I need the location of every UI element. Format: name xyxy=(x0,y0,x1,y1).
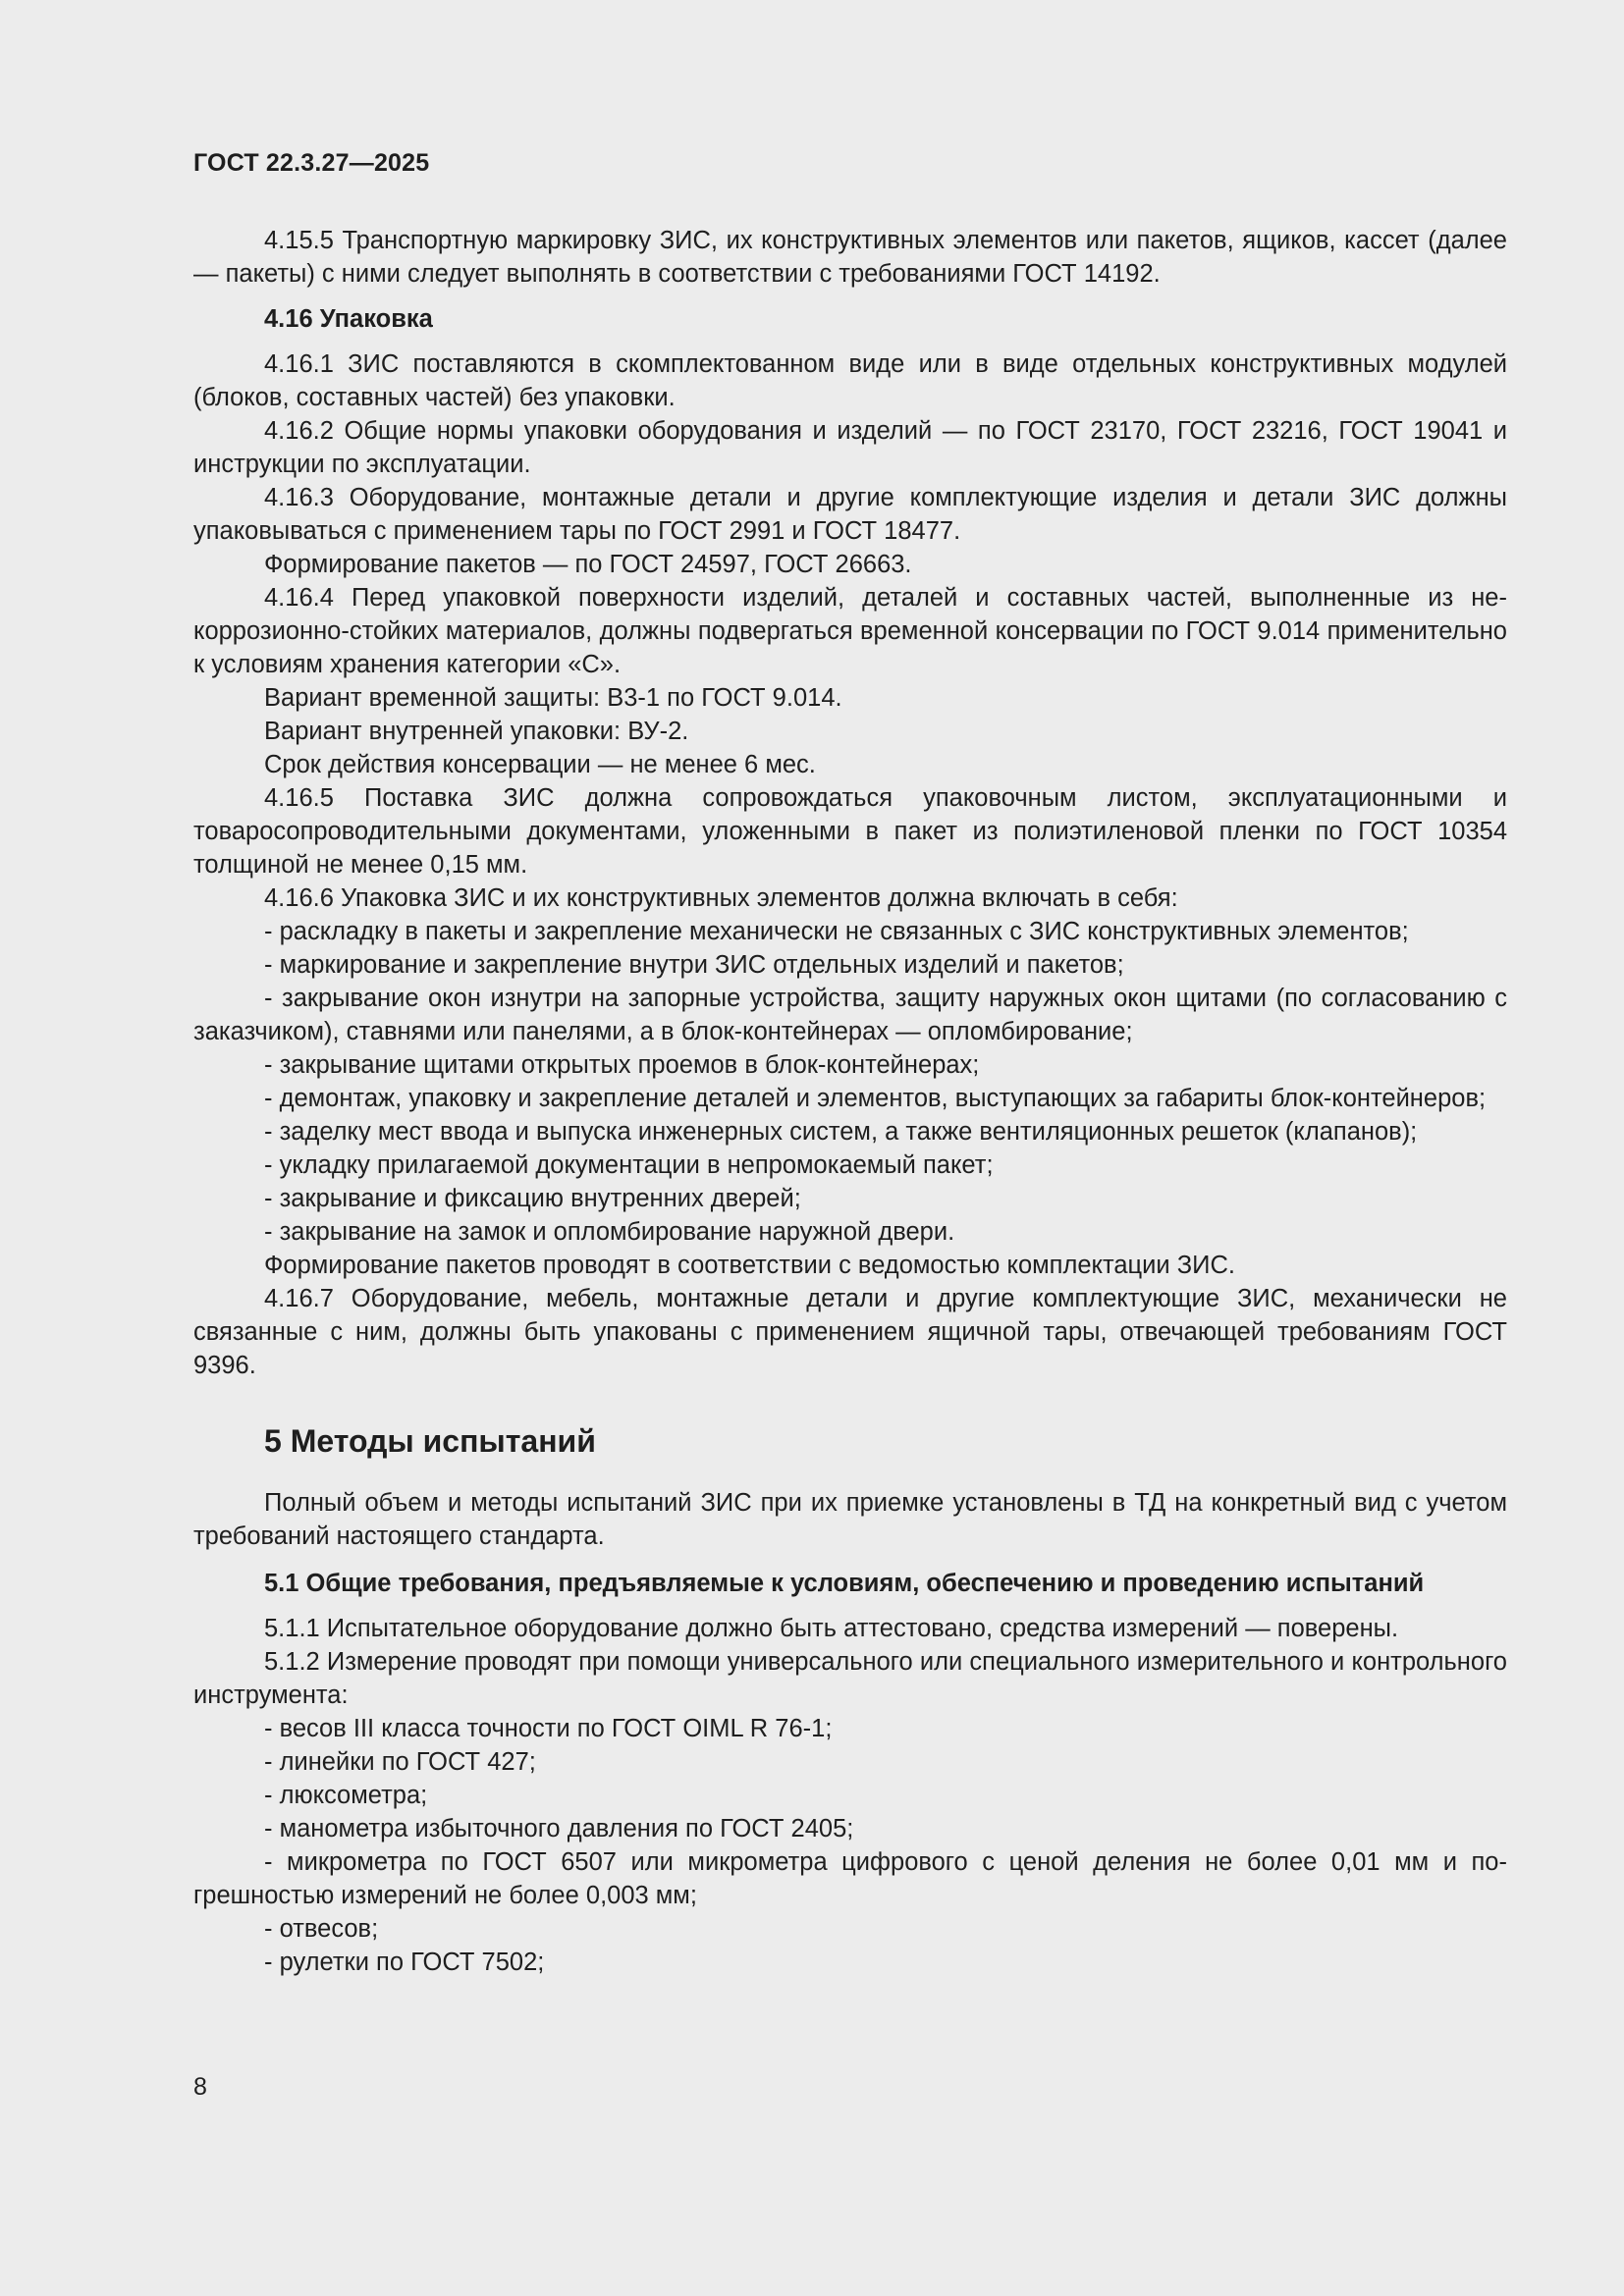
paragraph: 4.15.5 Транспортную маркировку ЗИС, их конструктивных элементов или пакетов, ящиков, кассет (далее — пакеты) с ними следует выполнять в соответствии с требованиями ГОСТ 14192. xyxy=(193,227,1507,288)
section-heading-5: 5 Методы испытаний xyxy=(264,1423,596,1459)
paragraph: Формирование пакетов — по ГОСТ 24597, ГОСТ 26663. xyxy=(264,551,912,578)
paragraph: 5.1.1 Испытательное оборудование должно быть аттестовано, средства измерений — поверены. xyxy=(264,1615,1399,1642)
paragraph: Вариант внутренней упаковки: ВУ-2. xyxy=(264,718,689,745)
section-intro: Полный объем и методы испытаний ЗИС при их приемке установлены в ТД на конкретный вид с учетом требований настоящего стандарта. xyxy=(193,1489,1507,1550)
list-item: - закрывание окон изнутри на запорные устройства, защиту наружных окон щитами (по согласованию с заказчиком), ставнями или панелями, а в блок-контейнерах — опломбирование; xyxy=(193,985,1507,1045)
paragraph: 4.16.2 Общие нормы упаковки оборудования и изделий — по ГОСТ 23170, ГОСТ 23216, ГОСТ 19041 и инструкции по эксплуатации. xyxy=(193,417,1507,478)
document-header: ГОСТ 22.3.27—2025 xyxy=(193,149,430,177)
list-item: - закрывание щитами открытых проемов в блок-контейнерах; xyxy=(264,1051,980,1079)
paragraph: 4.16.3 Оборудование, монтажные детали и другие комплектующие изделия и детали ЗИС должны упаковываться с применением тары по ГОСТ 2991 и ГОСТ 18477. xyxy=(193,484,1507,545)
list-item: - демонтаж, упаковку и закрепление деталей и элементов, выступающих за габариты блок-контейнеров; xyxy=(264,1085,1487,1112)
paragraph: 4.16.1 ЗИС поставляются в скомплектованном виде или в виде отдельных конструктивных модулей (блоков, составных частей) без упаковки. xyxy=(193,350,1507,411)
page-number: 8 xyxy=(193,2073,207,2101)
paragraph: 4.16.6 Упаковка ЗИС и их конструктивных элементов должна включать в себя: xyxy=(264,884,1178,912)
list-item: - закрывание на замок и опломбирование наружной двери. xyxy=(264,1218,955,1246)
list-item: - рулетки по ГОСТ 7502; xyxy=(264,1949,545,1976)
paragraph: Срок действия консервации — не менее 6 мес. xyxy=(264,751,816,778)
list-item: - люксометра; xyxy=(264,1782,428,1809)
list-item: - линейки по ГОСТ 427; xyxy=(264,1748,536,1776)
list-item: - закрывание и фиксацию внутренних дверей; xyxy=(264,1185,801,1212)
paragraph: Вариант временной защиты: В3-1 по ГОСТ 9.014. xyxy=(264,684,842,712)
paragraph: 4.16.7 Оборудование, мебель, монтажные детали и другие комплектующие ЗИС, механически не связанные с ним, должны быть упакованы с применением ящичной тары, отвечающей требованиям ГОСТ 9396. xyxy=(193,1285,1507,1379)
section-heading-5-1: 5.1 Общие требования, предъявляемые к условиям, обеспечению и проведению испытаний xyxy=(264,1570,1425,1597)
list-item: - манометра избыточного давления по ГОСТ 2405; xyxy=(264,1815,854,1842)
paragraph: 5.1.2 Измерение проводят при помощи универсального или специального измерительного и контрольного инструмента: xyxy=(193,1648,1507,1709)
section-heading-4-16: 4.16 Упаковка xyxy=(264,305,433,333)
list-item: - маркирование и закрепление внутри ЗИС отдельных изделий и пакетов; xyxy=(264,951,1124,979)
list-item: - весов III класса точности по ГОСТ OIML R 76-1; xyxy=(264,1715,833,1742)
paragraph: 4.16.5 Поставка ЗИС должна сопровождаться упаковочным листом, эксплуатационными и товаросопроводительными документами, уложенными в пакет из полиэтиленовой пленки по ГОСТ 10354 толщиной не менее 0,15 мм. xyxy=(193,784,1507,879)
document-body xyxy=(193,224,1507,1979)
list-item: - отвесов; xyxy=(264,1915,379,1943)
list-item: - раскладку в пакеты и закрепление механически не связанных с ЗИС конструктивных элементов; xyxy=(264,918,1409,945)
list-item: - укладку прилагаемой документации в непромокаемый пакет; xyxy=(264,1151,994,1179)
paragraph: 4.16.4 Перед упаковкой поверхности изделий, деталей и составных частей, выполненные из некоррозионно-стойких материалов, должны подвергаться временной консервации по ГОСТ 9.014 применительно к условиям хранения категории «С». xyxy=(193,584,1507,678)
paragraph: Формирование пакетов проводят в соответствии с ведомостью комплектации ЗИС. xyxy=(264,1252,1235,1279)
list-item: - заделку мест ввода и выпуска инженерных систем, а также вентиляционных решеток (клапанов); xyxy=(264,1118,1418,1146)
list-item: - микрометра по ГОСТ 6507 или микрометра цифрового с ценой деления не более 0,01 мм и погрешностью измерений не более 0,003 мм; xyxy=(193,1848,1507,1909)
